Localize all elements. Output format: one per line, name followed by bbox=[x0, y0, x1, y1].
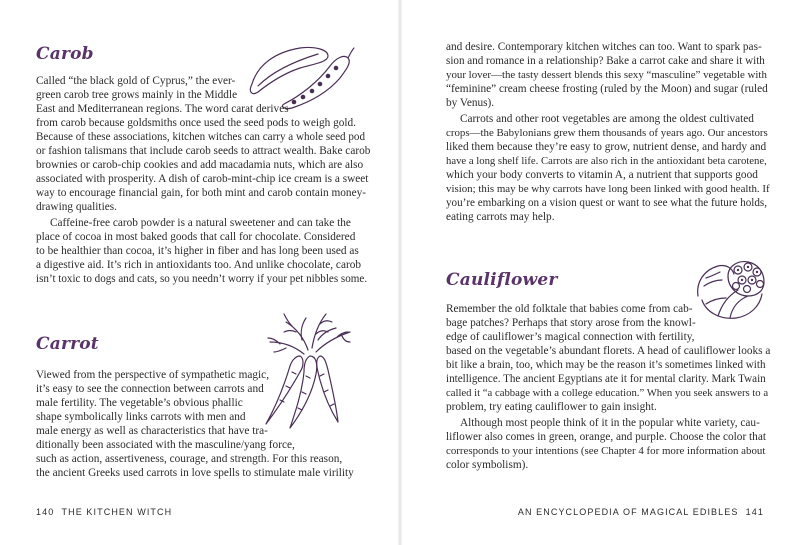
right-footer bbox=[518, 507, 764, 517]
text-line: liflower also comes in green, orange, and purple. Choose the color that bbox=[446, 431, 766, 443]
text-line: Although most people think of it in the popular white variety, cau- bbox=[460, 417, 760, 429]
text-line: Remember the old folktale that babies come from cab- bbox=[446, 303, 693, 315]
carob-heading: Carob bbox=[36, 44, 94, 64]
text-line: the ancient Greeks used carrots in love spells to stimulate male virility bbox=[36, 467, 354, 479]
text-line: which your body converts to vitamin A, a nutrient that supports good bbox=[446, 169, 758, 181]
cauliflower-illustration bbox=[692, 256, 768, 322]
text-line: intelligence. The ancient Egyptians ate it for mental clarity. Mark Twain bbox=[446, 373, 766, 385]
text-line: you’re embarking on a vision quest or want to see what the future holds, bbox=[446, 197, 768, 209]
text-line: male fertility. The vegetable’s obvious phallic bbox=[36, 397, 243, 409]
text-line: way to encourage financial gain, for both mint and carob contain money- bbox=[36, 187, 367, 199]
text-line: vision; this may be why carrots have long been linked with good health. If bbox=[446, 183, 770, 195]
page-number: 140 bbox=[36, 507, 55, 517]
cauliflower-heading: Cauliflower bbox=[446, 270, 558, 290]
text-line: Because of these associations, kitchen witches can carry a whole seed pod bbox=[36, 131, 365, 143]
running-head: THE KITCHEN WITCH bbox=[61, 507, 173, 517]
text-line: isn’t toxic to dogs and cats, so you needn’t worry if your pet nibbles some. bbox=[36, 273, 368, 285]
text-line: it’s easy to see the connection between carrots and bbox=[36, 383, 264, 395]
text-line: Viewed from the perspective of sympathetic magic, bbox=[36, 369, 270, 381]
text-line: drawing qualities. bbox=[36, 201, 117, 213]
text-line: corresponds to your intentions (see Chapter 4 for more information about bbox=[446, 445, 766, 457]
text-line: associated with prosperity. A dish of carob-mint-chip ice cream is a sweet bbox=[36, 173, 369, 185]
text-line: Caffeine-free carob powder is a natural sweetener and can take the bbox=[50, 217, 351, 229]
page-number: 141 bbox=[745, 507, 764, 517]
text-line: and desire. Contemporary kitchen witches can too. Want to spark pas- bbox=[446, 41, 762, 53]
text-line: edge of cauliflower’s magical connection with fertility, bbox=[446, 331, 695, 343]
carrot-heading: Carrot bbox=[36, 334, 99, 354]
text-line: brownies or carob-chip cookies and add macadamia nuts, which are also bbox=[36, 159, 364, 171]
text-line: East and Mediterranean regions. The word carat derives bbox=[36, 103, 289, 115]
text-line: from carob because goldsmiths once used the seed pods to weigh gold. bbox=[36, 117, 357, 129]
text-line: Called “the black gold of Cyprus,” the ever- bbox=[36, 75, 236, 87]
text-line: eating carrots may help. bbox=[446, 211, 555, 223]
text-line: bage patches? Perhaps that story arose from the knowl- bbox=[446, 317, 696, 329]
text-line: Carrots and other root vegetables are among the oldest cultivated bbox=[460, 113, 754, 125]
text-line: liked them because they’re easy to grow, nutrient dense, and hardy and bbox=[446, 141, 767, 153]
text-line: by Venus). bbox=[446, 97, 495, 109]
text-line: “feminine” cream cheese frosting (ruled by the Moon) and sugar (ruled bbox=[446, 83, 768, 95]
text-line: green carob tree grows mainly in the Middle bbox=[36, 89, 238, 101]
text-line: shape symbolically links carrots with men and bbox=[36, 411, 246, 423]
running-head: AN ENCYCLOPEDIA OF MAGICAL EDIBLES bbox=[517, 507, 739, 517]
text-line: sion and romance in a relationship? Bake a carrot cake and share it with bbox=[446, 55, 765, 67]
left-footer bbox=[36, 507, 172, 517]
text-line: bit like a brain, too, which may be the reason it’s sometimes linked with bbox=[446, 359, 766, 371]
text-line: to be healthier than cocoa, it’s higher in fiber and has long been used as bbox=[36, 245, 359, 257]
text-line: male energy as well as characteristics that have tra- bbox=[36, 425, 268, 437]
text-line: or fashion talismans that include carob seeds to attract wealth. Bake carob bbox=[36, 145, 371, 157]
text-line: your lover—the tasty dessert blends this sexy “masculine” vegetable with bbox=[446, 69, 767, 81]
text-line: such as action, assertiveness, courage, and strength. For this reason, bbox=[36, 453, 343, 465]
text-line: a digestive aid. It’s rich in antioxidants too. And unlike chocolate, carob bbox=[36, 259, 362, 271]
text-line: color symbolism). bbox=[446, 459, 529, 471]
carrot-bunch-illustration bbox=[256, 310, 362, 430]
text-line: ditionally been associated with the masculine/yang force, bbox=[36, 439, 295, 451]
text-line: place of cocoa in most baked goods that call for chocolate. Considered bbox=[36, 231, 356, 243]
text-line: problem, try eating cauliflower to gain insight. bbox=[446, 401, 657, 413]
text-line: have a long shelf life. Carrots are also rich in the antioxidant beta carotene, bbox=[446, 155, 767, 167]
text-line: crops—the Babylonians grew them thousands of years ago. Our ancestors bbox=[446, 127, 768, 139]
text-line: called it “a cabbage with a college education.” When you seek answers to a bbox=[446, 387, 769, 399]
text-line: based on the vegetable’s abundant florets. A head of cauliflower looks a bbox=[446, 345, 771, 357]
right-page bbox=[400, 0, 800, 545]
